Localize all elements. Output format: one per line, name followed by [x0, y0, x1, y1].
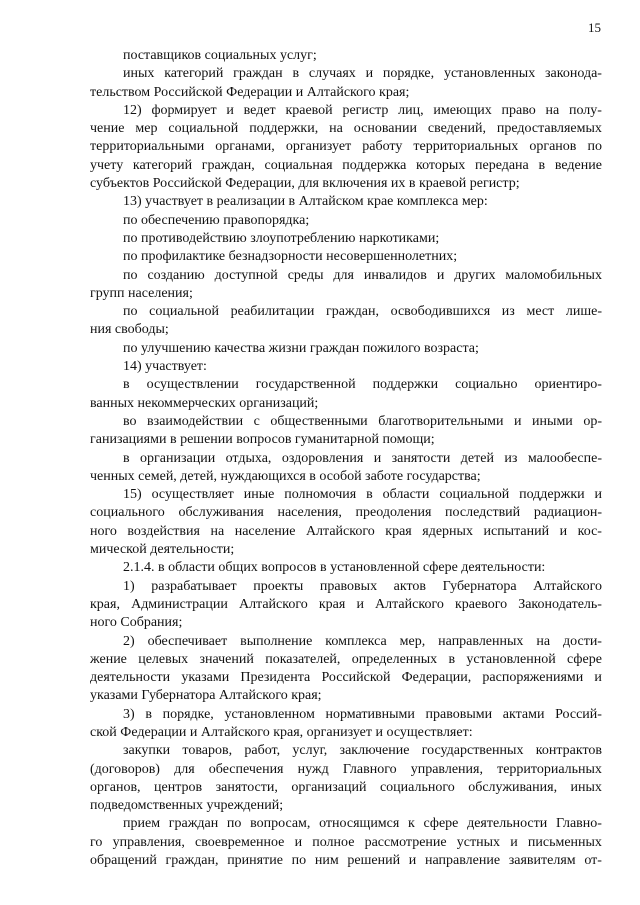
word: Алтайского — [375, 596, 444, 612]
word: по — [291, 853, 307, 869]
word: по — [587, 139, 602, 155]
word: инвалидов — [363, 267, 427, 283]
word: регистр — [342, 102, 389, 118]
word: 1) — [123, 578, 135, 594]
word: и — [356, 596, 364, 612]
word: обслуживания, — [468, 779, 558, 795]
word: осуществлении — [146, 377, 239, 393]
word: доступной — [214, 267, 278, 283]
word: детей — [460, 450, 494, 466]
word: значений — [199, 651, 254, 667]
word: по — [226, 816, 242, 832]
word: и — [373, 450, 382, 466]
word: территориальными — [90, 139, 205, 155]
word: территориальных — [413, 139, 519, 155]
word: Алтайского — [305, 523, 375, 539]
text-line — [90, 376, 602, 394]
word: Россий- — [555, 706, 602, 722]
word: закупки — [123, 743, 171, 759]
word: контрактов — [535, 743, 602, 759]
text-line — [90, 486, 602, 504]
word: организаций — [291, 779, 367, 795]
word: нормативными — [325, 706, 415, 722]
text-line — [90, 633, 602, 651]
word: во — [123, 413, 137, 429]
text-line: ного Собрания; — [90, 615, 183, 631]
word: органами, — [215, 139, 275, 155]
word: и — [514, 413, 522, 429]
word: из — [504, 450, 518, 466]
word: радиацион- — [533, 505, 602, 521]
word: обеспечивает — [147, 633, 228, 649]
word: 12) — [123, 102, 142, 118]
word: Алтайского — [238, 596, 308, 612]
text-line: ванных некоммерческих организаций; — [90, 395, 319, 411]
word: среды — [287, 267, 324, 283]
word: территориальных — [497, 761, 602, 777]
word: социальной — [168, 121, 239, 137]
word: Законодатель- — [518, 596, 602, 612]
word: общественными — [270, 413, 368, 429]
text-line: ганизациями в решении вопросов гуманитарной помощи; — [90, 432, 435, 448]
text-line: субъектов Российской Федерации, для включения их в краевой регистр; — [90, 176, 520, 192]
word: государственных — [421, 743, 524, 759]
word: порядке, — [382, 66, 435, 82]
word: относящимся — [319, 816, 400, 832]
word: право — [501, 102, 536, 118]
word: ядерных — [422, 523, 473, 539]
text-line — [90, 523, 602, 541]
word: деятельности — [467, 816, 548, 832]
word: которых — [416, 157, 466, 173]
text-line — [90, 834, 602, 852]
word: с — [253, 413, 260, 429]
word: поддержки, — [249, 121, 319, 137]
word: законода- — [545, 66, 602, 82]
word: граждан, — [165, 853, 219, 869]
page-number: 15 — [588, 20, 601, 35]
word: населения, — [277, 505, 342, 521]
word: показателей, — [265, 651, 341, 667]
word: в — [123, 450, 130, 466]
word: актов — [393, 578, 427, 594]
word: края — [385, 523, 412, 539]
text-line: ченных семей, детей, нуждающихся в особой заботе государства; — [90, 468, 481, 484]
word: мер, — [399, 633, 426, 649]
word: направление — [424, 853, 501, 869]
word: социального — [90, 505, 165, 521]
word: граждан, — [325, 304, 379, 320]
text-line — [90, 65, 602, 83]
text-line: ния свободы; — [90, 322, 169, 338]
text-line: по улучшению качества жизни граждан пожилого возраста; — [123, 340, 479, 356]
word: центров — [154, 779, 203, 795]
text-line: 14) участвует: — [123, 359, 207, 375]
word: случаях — [308, 66, 356, 82]
word: других — [454, 267, 496, 283]
word: края, — [90, 596, 120, 612]
word: и — [294, 834, 303, 850]
word: категорий — [132, 157, 193, 173]
word: на — [329, 121, 343, 137]
word: чение — [90, 121, 125, 137]
word: последствий — [445, 505, 521, 521]
text-line: групп населения; — [90, 285, 193, 301]
text-line — [90, 779, 602, 797]
word: Федерации, — [401, 670, 472, 686]
word: го — [90, 834, 103, 850]
text-line — [90, 742, 602, 760]
word: осуществляет — [151, 487, 234, 503]
text-line — [90, 138, 602, 156]
word: краевой — [285, 102, 333, 118]
word: кос- — [577, 523, 602, 539]
word: занятости — [391, 450, 451, 466]
word: граждан — [233, 66, 283, 82]
text-line — [90, 102, 602, 120]
word: предоставляемых — [496, 121, 602, 137]
text-line — [90, 706, 602, 724]
word: письменных — [527, 834, 602, 850]
word: социальной — [439, 487, 510, 503]
text-line — [90, 578, 602, 596]
word: области — [382, 487, 430, 503]
word: реабилитации — [230, 304, 315, 320]
word: ориентиро- — [534, 377, 602, 393]
word: полу- — [568, 102, 602, 118]
word: по — [123, 304, 138, 320]
word: и — [365, 66, 374, 82]
word: актами — [502, 706, 545, 722]
word: полномочия — [284, 487, 357, 503]
word: 15) — [123, 487, 142, 503]
word: правовыми — [425, 706, 493, 722]
word: Российской — [321, 670, 391, 686]
word: в — [292, 66, 300, 82]
word: установленном — [224, 706, 315, 722]
word: Алтайского — [533, 578, 602, 594]
word: и — [594, 670, 602, 686]
word: края — [318, 596, 346, 612]
word: ведение — [554, 157, 602, 173]
word: по — [123, 267, 138, 283]
word: ведет — [243, 102, 276, 118]
word: на — [536, 633, 551, 649]
word: преодоления — [355, 505, 432, 521]
word: краевого — [454, 596, 508, 612]
word: поддержки — [519, 487, 585, 503]
word: в — [538, 157, 546, 173]
word: заявителям — [508, 853, 576, 869]
word: формирует — [151, 102, 217, 118]
word: 3) — [123, 706, 135, 722]
word: работ, — [244, 743, 281, 759]
word: поддержка — [342, 157, 407, 173]
word: полное — [312, 834, 355, 850]
word: маломобильных — [505, 267, 602, 283]
word: в — [448, 651, 456, 667]
word: деятельности — [90, 670, 171, 686]
word: распоряжениями — [482, 670, 584, 686]
word: ор- — [583, 413, 602, 429]
word: созданию — [147, 267, 205, 283]
word: Главного — [342, 761, 397, 777]
word: мест — [526, 304, 555, 320]
word: испытаний — [483, 523, 550, 539]
word: иных — [123, 66, 155, 82]
word: сфере — [423, 816, 459, 832]
text-line — [90, 669, 602, 687]
text-line: тельством Российской Федерации и Алтайского края; — [90, 84, 410, 100]
word: от- — [584, 853, 602, 869]
word: сведений, — [427, 121, 486, 137]
word: установленных — [443, 66, 536, 82]
word: оздоровления — [281, 450, 364, 466]
word: своевременное — [195, 834, 285, 850]
word: порядке, — [162, 706, 214, 722]
word: направленных — [438, 633, 524, 649]
text-line: поставщиков социальных услуг; — [123, 48, 317, 63]
word: определенных — [351, 651, 438, 667]
text-line — [90, 596, 602, 614]
word: выполнение — [240, 633, 313, 649]
word: ного — [90, 523, 117, 539]
word: и — [226, 102, 234, 118]
text-line: по противодействию злоупотреблению наркотиками; — [123, 230, 440, 246]
word: социального — [379, 779, 455, 795]
text-line: по профилактике безнадзорности несовершеннолетних; — [123, 249, 458, 265]
word: ним — [314, 853, 339, 869]
word: и — [594, 487, 602, 503]
word: решений — [347, 853, 401, 869]
word: целевых — [138, 651, 189, 667]
word: принятие — [227, 853, 283, 869]
word: правовых — [319, 578, 378, 594]
word: управления, — [112, 834, 185, 850]
word: основании — [353, 121, 417, 137]
word: и — [559, 523, 568, 539]
word: разрабатывает — [151, 578, 237, 594]
word: иные — [243, 487, 275, 503]
word: из — [501, 304, 515, 320]
text-line — [90, 157, 602, 175]
word: сфере — [567, 651, 602, 667]
word: к — [408, 816, 415, 832]
word: дости- — [563, 633, 602, 649]
word: проекты — [253, 578, 304, 594]
word: категорий — [164, 66, 224, 82]
text-line — [90, 413, 602, 431]
word: услуг, — [292, 743, 328, 759]
word: на — [545, 102, 560, 118]
text-line — [90, 761, 602, 779]
word: вопросам, — [250, 816, 311, 832]
word: обслуживания — [178, 505, 264, 521]
word: указами — [181, 670, 230, 686]
text-line — [90, 120, 602, 138]
text-line: подведомственных учреждений; — [90, 798, 284, 814]
word: лише- — [565, 304, 602, 320]
word: товаров, — [182, 743, 233, 759]
text-line — [90, 651, 602, 669]
word: нужд — [297, 761, 329, 777]
word: социальная — [264, 157, 333, 173]
word: Главно- — [555, 816, 602, 832]
word: органов, — [90, 779, 141, 795]
word: жение — [90, 651, 127, 667]
word: прием — [123, 816, 161, 832]
text-line — [90, 504, 602, 522]
word: малообеспе- — [527, 450, 602, 466]
word: передана — [474, 157, 529, 173]
word: и — [510, 834, 518, 850]
word: в — [123, 377, 130, 393]
text-line — [90, 267, 602, 285]
word: воздействия — [127, 523, 200, 539]
word: иных — [570, 779, 602, 795]
word: для — [333, 267, 354, 283]
word: имеющих — [433, 102, 492, 118]
word: освободившихся — [390, 304, 491, 320]
text-line — [90, 303, 602, 321]
word: и — [408, 853, 417, 869]
word: обращений — [90, 853, 157, 869]
word: отдыха, — [225, 450, 272, 466]
word: иными — [532, 413, 573, 429]
word: комплекса — [325, 633, 387, 649]
text-line: указами Губернатора Алтайского края; — [90, 688, 322, 704]
word: социально — [455, 377, 518, 393]
word: социальной — [149, 304, 220, 320]
word: заключение — [339, 743, 410, 759]
word: учету — [90, 157, 124, 173]
word: устных — [456, 834, 501, 850]
word: население — [234, 523, 296, 539]
word: взаимодействии — [147, 413, 244, 429]
word: на — [210, 523, 225, 539]
word: мер — [135, 121, 158, 137]
word: Администрации — [131, 596, 228, 612]
word: занятости, — [215, 779, 278, 795]
word: в — [366, 487, 373, 503]
word: поддержки — [372, 377, 439, 393]
text-line: ской Федерации и Алтайского края, организует и осуществляет: — [90, 724, 473, 740]
word: организует — [285, 139, 352, 155]
text-line — [90, 852, 602, 870]
word: организации — [140, 450, 216, 466]
text-line: мической деятельности; — [90, 542, 235, 558]
word: обеспечения — [208, 761, 284, 777]
word: для — [174, 761, 195, 777]
word: 2) — [123, 633, 135, 649]
text-line — [90, 815, 602, 833]
word: государственной — [255, 377, 356, 393]
text-line: 13) участвует в реализации в Алтайском крае комплекса мер: — [123, 194, 488, 210]
word: лиц, — [398, 102, 424, 118]
text-line: 2.1.4. в области общих вопросов в установленной сфере деятельности: — [123, 560, 546, 576]
text-line: по обеспечению правопорядка; — [123, 212, 310, 228]
word: Президента — [240, 670, 311, 686]
word: граждан — [168, 816, 219, 832]
word: и — [436, 267, 445, 283]
word: работу — [362, 139, 403, 155]
word: рассмотрение — [364, 834, 447, 850]
word: (договоров) — [90, 761, 160, 777]
word: Губернатора — [442, 578, 517, 594]
document-body — [90, 47, 602, 870]
word: в — [145, 706, 152, 722]
word: установленной — [466, 651, 556, 667]
word: благотворительными — [378, 413, 504, 429]
word: граждан, — [201, 157, 255, 173]
word: управления, — [410, 761, 483, 777]
word: органов — [529, 139, 577, 155]
text-line — [90, 450, 602, 468]
